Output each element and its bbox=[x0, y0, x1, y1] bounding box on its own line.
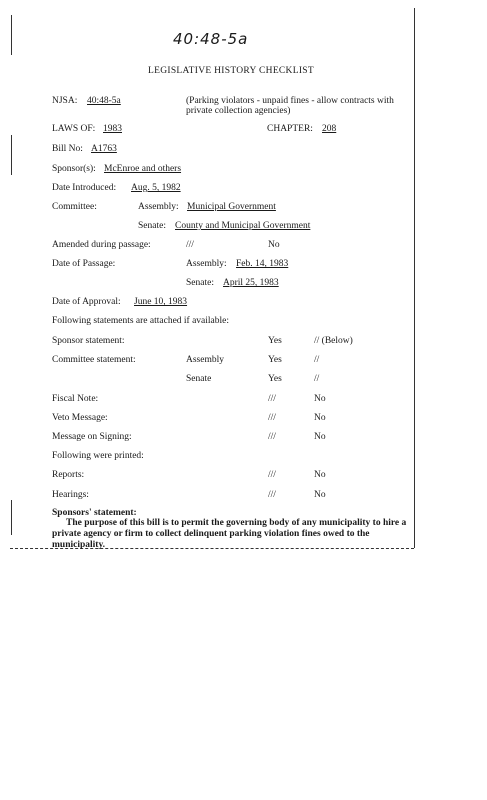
sponsor-statement-note: // (Below) bbox=[314, 336, 353, 346]
date-introduced-value: Aug. 5, 1982 bbox=[131, 183, 181, 193]
hearings-value: No bbox=[314, 490, 326, 500]
committee-statement-assembly-mark: // bbox=[314, 355, 320, 365]
signing-message-marks: /// bbox=[268, 432, 276, 442]
amended-marks: /// bbox=[186, 240, 194, 250]
passage-assembly-label: Assembly: bbox=[186, 259, 227, 269]
fiscal-note-marks: /// bbox=[268, 394, 276, 404]
committee-statement-assembly-yes: Yes bbox=[268, 355, 282, 365]
sponsors-label: Sponsor(s): bbox=[52, 164, 96, 174]
attached-statements-heading: Following statements are attached if available: bbox=[52, 316, 230, 326]
printed-heading: Following were printed: bbox=[52, 451, 144, 461]
committee-senate-label: Senate: bbox=[138, 221, 166, 231]
left-edge-line bbox=[11, 15, 12, 55]
committee-label: Committee: bbox=[52, 202, 97, 212]
sponsor-statement-yes: Yes bbox=[268, 336, 282, 346]
sponsors-value: McEnroe and others bbox=[104, 164, 182, 174]
veto-message-value: No bbox=[314, 413, 326, 423]
date-introduced-label: Date Introduced: bbox=[52, 183, 117, 193]
left-edge-line bbox=[11, 135, 12, 175]
passage-senate-label: Senate: bbox=[186, 278, 214, 288]
left-edge-line bbox=[11, 500, 12, 535]
laws-of-value: 1983 bbox=[103, 124, 122, 134]
passage-assembly-value: Feb. 14, 1983 bbox=[236, 259, 289, 269]
page-title: LEGISLATIVE HISTORY CHECKLIST bbox=[148, 66, 314, 76]
signing-message-label: Message on Signing: bbox=[52, 432, 132, 442]
laws-of-label: LAWS OF: bbox=[52, 124, 96, 134]
amended-value: No bbox=[268, 240, 280, 250]
committee-statement-label: Committee statement: bbox=[52, 355, 136, 365]
committee-assembly-value: Municipal Government bbox=[187, 202, 276, 212]
bill-no-label: Bill No: bbox=[52, 144, 83, 154]
committee-statement-senate-label: Senate bbox=[186, 374, 212, 384]
njsa-description-line1: (Parking violators - unpaid fines - allow contracts with bbox=[186, 96, 394, 106]
committee-senate-value: County and Municipal Government bbox=[175, 221, 311, 231]
bill-no-value: A1763 bbox=[91, 144, 117, 154]
handwritten-doc-number: 40:48-5a bbox=[173, 30, 249, 48]
fiscal-note-label: Fiscal Note: bbox=[52, 394, 99, 404]
signing-message-value: No bbox=[314, 432, 326, 442]
committee-statement-senate-mark: // bbox=[314, 374, 320, 384]
njsa-value: 40:48-5a bbox=[87, 96, 121, 106]
veto-message-label: Veto Message: bbox=[52, 413, 108, 423]
reports-marks: /// bbox=[268, 470, 276, 480]
sponsors-statement-text: The purpose of this bill is to permit the governing body of any municipality to hire a private agency or firm to collect delinquent parking violation fines owed to the municipality. bbox=[52, 518, 407, 550]
hearings-marks: /// bbox=[268, 490, 276, 500]
right-edge-line bbox=[414, 8, 415, 548]
njsa-label: NJSA: bbox=[52, 96, 78, 106]
fiscal-note-value: No bbox=[314, 394, 326, 404]
date-of-approval-value: June 10, 1983 bbox=[134, 297, 188, 307]
sponsor-statement-label: Sponsor statement: bbox=[52, 336, 125, 346]
committee-statement-senate-yes: Yes bbox=[268, 374, 282, 384]
committee-assembly-label: Assembly: bbox=[138, 202, 179, 212]
njsa-description-line2: private collection agencies) bbox=[186, 106, 291, 116]
amended-label: Amended during passage: bbox=[52, 240, 151, 250]
passage-senate-value: April 25, 1983 bbox=[223, 278, 279, 288]
sponsors-statement-heading: Sponsors' statement: bbox=[52, 508, 137, 518]
chapter-value: 208 bbox=[322, 124, 337, 134]
date-of-approval-label: Date of Approval: bbox=[52, 297, 121, 307]
veto-message-marks: /// bbox=[268, 413, 276, 423]
chapter-label: CHAPTER: bbox=[267, 124, 313, 134]
reports-label: Reports: bbox=[52, 470, 85, 480]
reports-value: No bbox=[314, 470, 326, 480]
hearings-label: Hearings: bbox=[52, 490, 89, 500]
date-of-passage-label: Date of Passage: bbox=[52, 259, 116, 269]
committee-statement-assembly-label: Assembly bbox=[186, 355, 224, 365]
